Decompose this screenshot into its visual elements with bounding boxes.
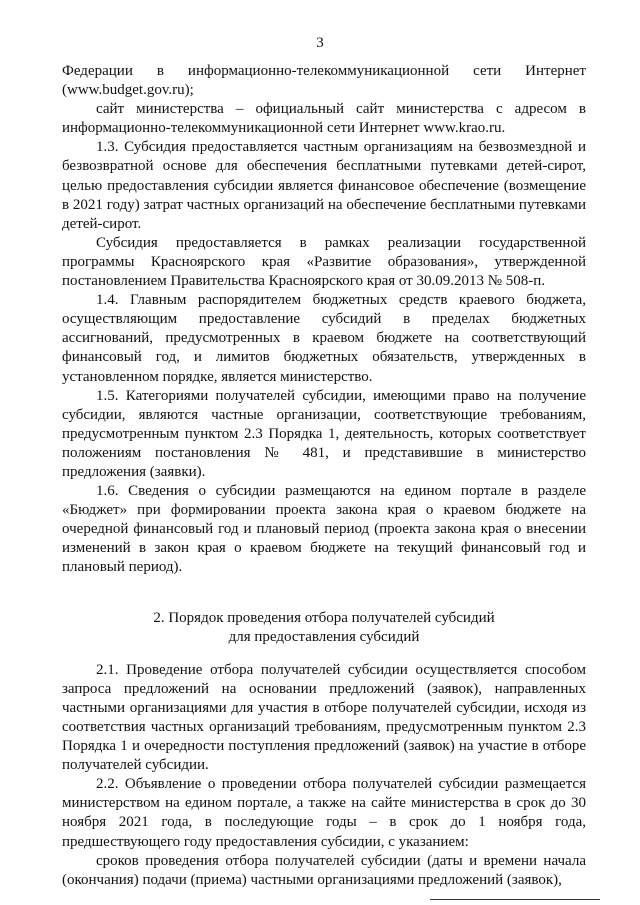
footer-rule xyxy=(430,899,600,900)
paragraph-federation-site: Федерации в информационно-телекоммуникационной сети Интернет (www.budget.gov.ru); xyxy=(62,63,586,99)
paragraph-2-2: 2.2. Объявление о проведении отбора получателей субсидии размещается министерством на едином портале, а также на сайте министерства в срок до 30 ноября 2021 года, в последующие годы – в срок до 1 ноября года, предшествующего году предоставления субсидии, с указанием: xyxy=(62,776,586,850)
section-2-heading-line2: для предоставления субсидий xyxy=(228,628,420,645)
heading-spacer xyxy=(62,596,586,609)
page-number: 3 xyxy=(316,35,324,51)
paragraph-1-4: 1.4. Главным распорядителем бюджетных средств краевого бюджета, осуществляющим предоставление субсидий в пределах бюджетных ассигнований, предусмотренных в краевом бюджете на соответствующий финансовый год, и лимитов бюджетных обязательств, утвержденных в установленном порядке, является министерство. xyxy=(62,292,586,385)
section-2-heading-line1: 2. Порядок проведения отбора получателей субсидий xyxy=(153,609,495,626)
paragraph-deadlines: сроков проведения отбора получателей субсидии (даты и времени начала (окончания) подачи (приема) частными организациями предложений (заявок), xyxy=(62,852,586,888)
paragraph-1-3: 1.3. Субсидия предоставляется частным организациям на безвозмездной и безвозвратной основе для обеспечения бесплатными путевками детей-сирот, целью предоставления субсидии является финансовое обеспечение (возмещение в 2021 году) затрат частных организаций на обеспечение бесплатными путевками детей-сирот. xyxy=(62,139,586,232)
document-body xyxy=(62,62,586,890)
section-2-heading xyxy=(62,596,586,647)
paragraph-ministry-site: сайт министерства – официальный сайт министерства с адресом в информационно-телекоммуникационной сети Интернет www.krao.ru. xyxy=(62,101,586,137)
paragraph-1-6: 1.6. Сведения о субсидии размещаются на едином портале в разделе «Бюджет» при формировании проекта закона края о краевом бюджете на очередной финансовый год и плановый период (проекта закона края о внесении изменений в закон края о краевом бюджете на текущий финансовый год и плановый период). xyxy=(62,483,586,576)
paragraph-2-1: 2.1. Проведение отбора получателей субсидии осуществляется способом запроса предложений на основании предложений (заявок), направленных частными организациями для участия в отборе получателей субсидии, исходя из соответствия частных организаций требованиям, предусмотренным пунктом 2.3 Порядка 1 и очередности поступления предложений (заявок) на участие в отборе получателей субсидии. xyxy=(62,661,586,774)
paragraph-1-5: 1.5. Категориями получателей субсидии, имеющими право на получение субсидии, являются частные организации, соответствующие требованиям, предусмотренным пунктом 2.3 Порядка 1, деятельность, которых соответствует положениям постановления № 481, и представившие в министерство предложения (заявки). xyxy=(62,387,586,480)
paragraph-program: Субсидия предоставляется в рамках реализации государственной программы Красноярского края «Развитие образования», утвержденной постановлением Правительства Красноярского края от 30.09.2013 № 508-п. xyxy=(62,234,586,290)
